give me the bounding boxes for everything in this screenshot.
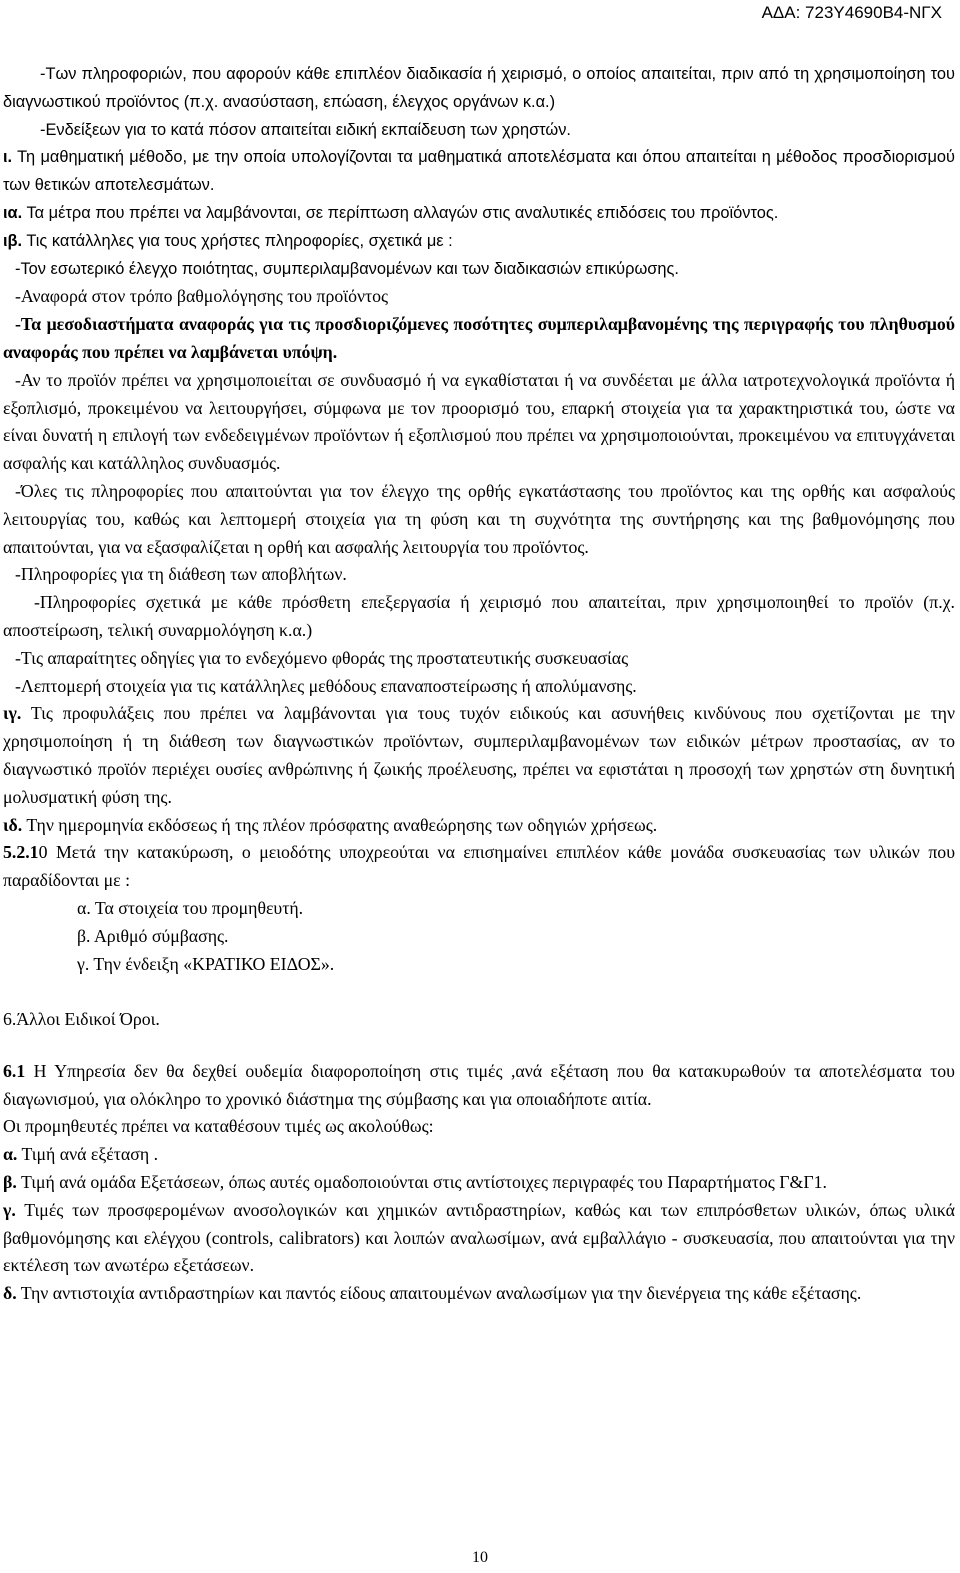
paragraph-price-delta bbox=[3, 1280, 955, 1308]
paragraph-installation-info: -Όλες τις πληροφορίες που απαιτούνται για τον έλεγχο της ορθής εγκατάστασης του προϊόντος και της ορθής και ασφαλούς λειτουργίας του, καθώς και λεπτομερή στοιχεία για τη φύση και τη συχνότητα της συντήρησης και της βαθμονόμησης που απαιτούνται, για να εξασφαλίζεται η ορθή και ασφαλής λειτουργία του προϊόντος. bbox=[3, 480, 955, 557]
document-id-code: ΑΔΑ: 723Υ4690Β4-ΝΓΧ bbox=[761, 3, 942, 22]
paragraph-preparation-info: -Των πληροφοριών, που αφορούν κάθε επιπλέον διαδικασία ή χειρισμό, ο οποίος απαιτείται, πριν από τη χρησιμοποίηση του διαγνωστικού προϊόντος (π.χ. ανασύσταση, επώαση, έλεγχος οργάνων κ.α.) bbox=[3, 65, 955, 111]
paragraph-item-iota-alpha bbox=[3, 200, 955, 228]
item-text: Τιμή ανά ομάδα Εξετάσεων, όπως αυτές ομαδοποιούνται στις αντίστοιχες περιγραφές του Παραρτήματος Γ&Γ1. bbox=[16, 1172, 827, 1193]
item-label: γ. bbox=[3, 1199, 16, 1220]
paragraph-item-iota-beta bbox=[3, 228, 955, 256]
item-label: ιγ. bbox=[3, 703, 22, 724]
paragraph-combined-use: -Αν το προϊόν πρέπει να χρησιμοποιείται σε συνδυασμό ή να εγκαθίσταται ή να συνδέεται με άλλα ιατροτεχνολογικά προϊόντα ή εξοπλισμό, προκειμένου να λειτουργήσει, σύμφωνα με τον προορισμό του, επαρκή στοιχεία για τα χαρακτηριστικά του, ώστε να είναι δυνατή η επιλογή των ενδεδειγμένων προϊόντων ή εξοπλισμού που πρέπει να χρησιμοποιούνται, προκειμένου να επιτυγχάνεται ασφαλής και κατάλληλος συνδυασμός. bbox=[3, 369, 955, 474]
item-label: β. bbox=[3, 1172, 17, 1193]
section-text: Η Υπηρεσία δεν θα δεχθεί ουδεμία διαφοροποίηση στις τιμές ,ανά εξέταση που θα κατακυρωθούν τα αποτελέσματα του διαγωνισμού, για ολόκληρο το χρονικό διάστημα της σύμβασης και για οποιαδήποτε αιτία. bbox=[3, 1060, 955, 1109]
item-text: Τιμές των προσφερομένων ανοσολογικών και χημικών αντιδραστηρίων, καθώς και των επιπρόσθετων υλικών, όπως υλικά βαθμονόμησης και ελέγχου (controls, calibrators) και λοιπών αναλωσίμων, ανά εμβαλλάγιο - συσκευασία, που απαιτούνται για την εκτέλεση των ανωτέρω εξετάσεων. bbox=[3, 1199, 955, 1276]
paragraph-reference-intervals: -Τα μεσοδιαστήματα αναφοράς για τις προσδιοριζόμενες ποσότητες συμπεριλαμβανομένης της περιγραφής του πληθυσμού αναφοράς που πρέπει να λαμβάνεται υπόψη. bbox=[3, 314, 955, 362]
item-text: Τα μέτρα που πρέπει να λαμβάνονται, σε περίπτωση αλλαγών στις αναλυτικές επιδόσεις του προϊόντος. bbox=[22, 203, 779, 222]
section-text: 0 Μετά την κατακύρωση, ο μειοδότης υποχρεούται να επισημαίνει επιπλέον κάθε μονάδα συσκευασίας των υλικών που παραδίδονται με : bbox=[3, 842, 955, 891]
paragraph-item-iota bbox=[3, 144, 955, 200]
paragraph-packaging-damage: -Τις απαραίτητες οδηγίες για το ενδεχόμενο φθοράς της προστατευτικής συσκευασίας bbox=[15, 647, 629, 668]
item-text: Τιμή ανά εξέταση . bbox=[17, 1144, 159, 1165]
paragraph-waste-disposal: -Πληροφορίες για τη διάθεση των αποβλήτων. bbox=[15, 564, 347, 585]
paragraph-item-iota-delta bbox=[3, 812, 955, 840]
paragraph-price-gamma bbox=[3, 1197, 955, 1280]
paragraph-training-info: -Ενδείξεων για το κατά πόσον απαιτείται ειδική εκπαίδευση των χρηστών. bbox=[40, 120, 571, 139]
paragraph-section-6-1 bbox=[3, 1058, 955, 1114]
paragraph-additional-processing: -Πληροφορίες σχετικά με κάθε πρόσθετη επεξεργασία ή χειρισμό που απαιτείται, πριν χρησιμοποιηθεί το προϊόν (π.χ. αποστείρωση, τελική συναρμολόγηση κ.α.) bbox=[3, 592, 955, 640]
item-text: Τη μαθηματική μέθοδο, με την οποία υπολογίζονται τα μαθηματικά αποτελέσματα και όπου απαιτείται η μέθοδος προσδιορισμού των θετικών αποτελεσμάτων. bbox=[3, 148, 955, 195]
paragraph-item-iota-gamma bbox=[3, 700, 955, 811]
paragraph-section-5-2-10 bbox=[3, 839, 955, 895]
page-number: 10 bbox=[472, 1549, 488, 1566]
item-label: α. bbox=[3, 1144, 18, 1165]
item-text: Τις προφυλάξεις που πρέπει να λαμβάνονται για τους τυχόν ειδικούς και ασυνήθεις κινδύνους που σχετίζονται με την χρησιμοποίηση ή τη διάθεση των διαγνωστικών προϊόντων, συμπεριλαμβανομένων των ειδικών μέτρων προστασίας, αν το διαγνωστικό προϊόν περιέχει ουσίες ανθρώπινης ή ζωικής προέλευσης, πρέπει να εφιστάται η προσοχή των χρηστών στη δυνητική μολυσματική φύση της. bbox=[3, 703, 955, 807]
item-text: Την ημερομηνία εκδόσεως ή της πλέον πρόσφατης αναθεώρησης των οδηγιών χρήσεως. bbox=[22, 814, 658, 835]
item-label: ιδ. bbox=[3, 814, 23, 835]
item-label: ι. bbox=[3, 148, 13, 167]
list-item-supplier: α. Τα στοιχεία του προμηθευτή. bbox=[77, 897, 304, 918]
item-label: ια. bbox=[3, 203, 23, 222]
item-text: Την αντιστοιχία αντιδραστηρίων και παντός είδους απαιτουμένων αναλωσίμων για την διενέργεια της κάθε εξέτασης. bbox=[16, 1283, 862, 1304]
paragraph-scoring-reference: -Αναφορά στον τρόπο βαθμολόγησης του προϊόντος bbox=[15, 286, 389, 307]
paragraph-price-beta bbox=[3, 1169, 955, 1197]
item-label: ιβ. bbox=[3, 231, 23, 250]
section-number: 6.1 bbox=[3, 1060, 26, 1081]
paragraph-pricing-intro: Οι προμηθευτές πρέπει να καταθέσουν τιμές ως ακολούθως: bbox=[3, 1116, 434, 1137]
item-text: Τις κατάλληλες για τους χρήστες πληροφορίες, σχετικά με : bbox=[22, 231, 453, 250]
paragraph-quality-control: -Τον εσωτερικό έλεγχο ποιότητας, συμπεριλαμβανομένων και των διαδικασιών επικύρωσης. bbox=[15, 259, 679, 278]
paragraph-resterilization: -Λεπτομερή στοιχεία για τις κατάλληλες μεθόδους επαναποστείρωσης ή απολύμανσης. bbox=[15, 675, 637, 696]
section-6-heading: 6.Άλλοι Ειδικοί Όροι. bbox=[3, 1009, 160, 1030]
item-label: δ. bbox=[3, 1283, 17, 1304]
document-body bbox=[3, 61, 955, 1308]
section-number: 5.2.1 bbox=[3, 842, 39, 863]
list-item-state-item: γ. Την ένδειξη «ΚΡΑΤΙΚΟ ΕΙΔΟΣ». bbox=[77, 953, 335, 974]
list-item-contract-number: β. Αριθμό σύμβασης. bbox=[77, 925, 229, 946]
paragraph-price-alpha bbox=[3, 1141, 955, 1169]
